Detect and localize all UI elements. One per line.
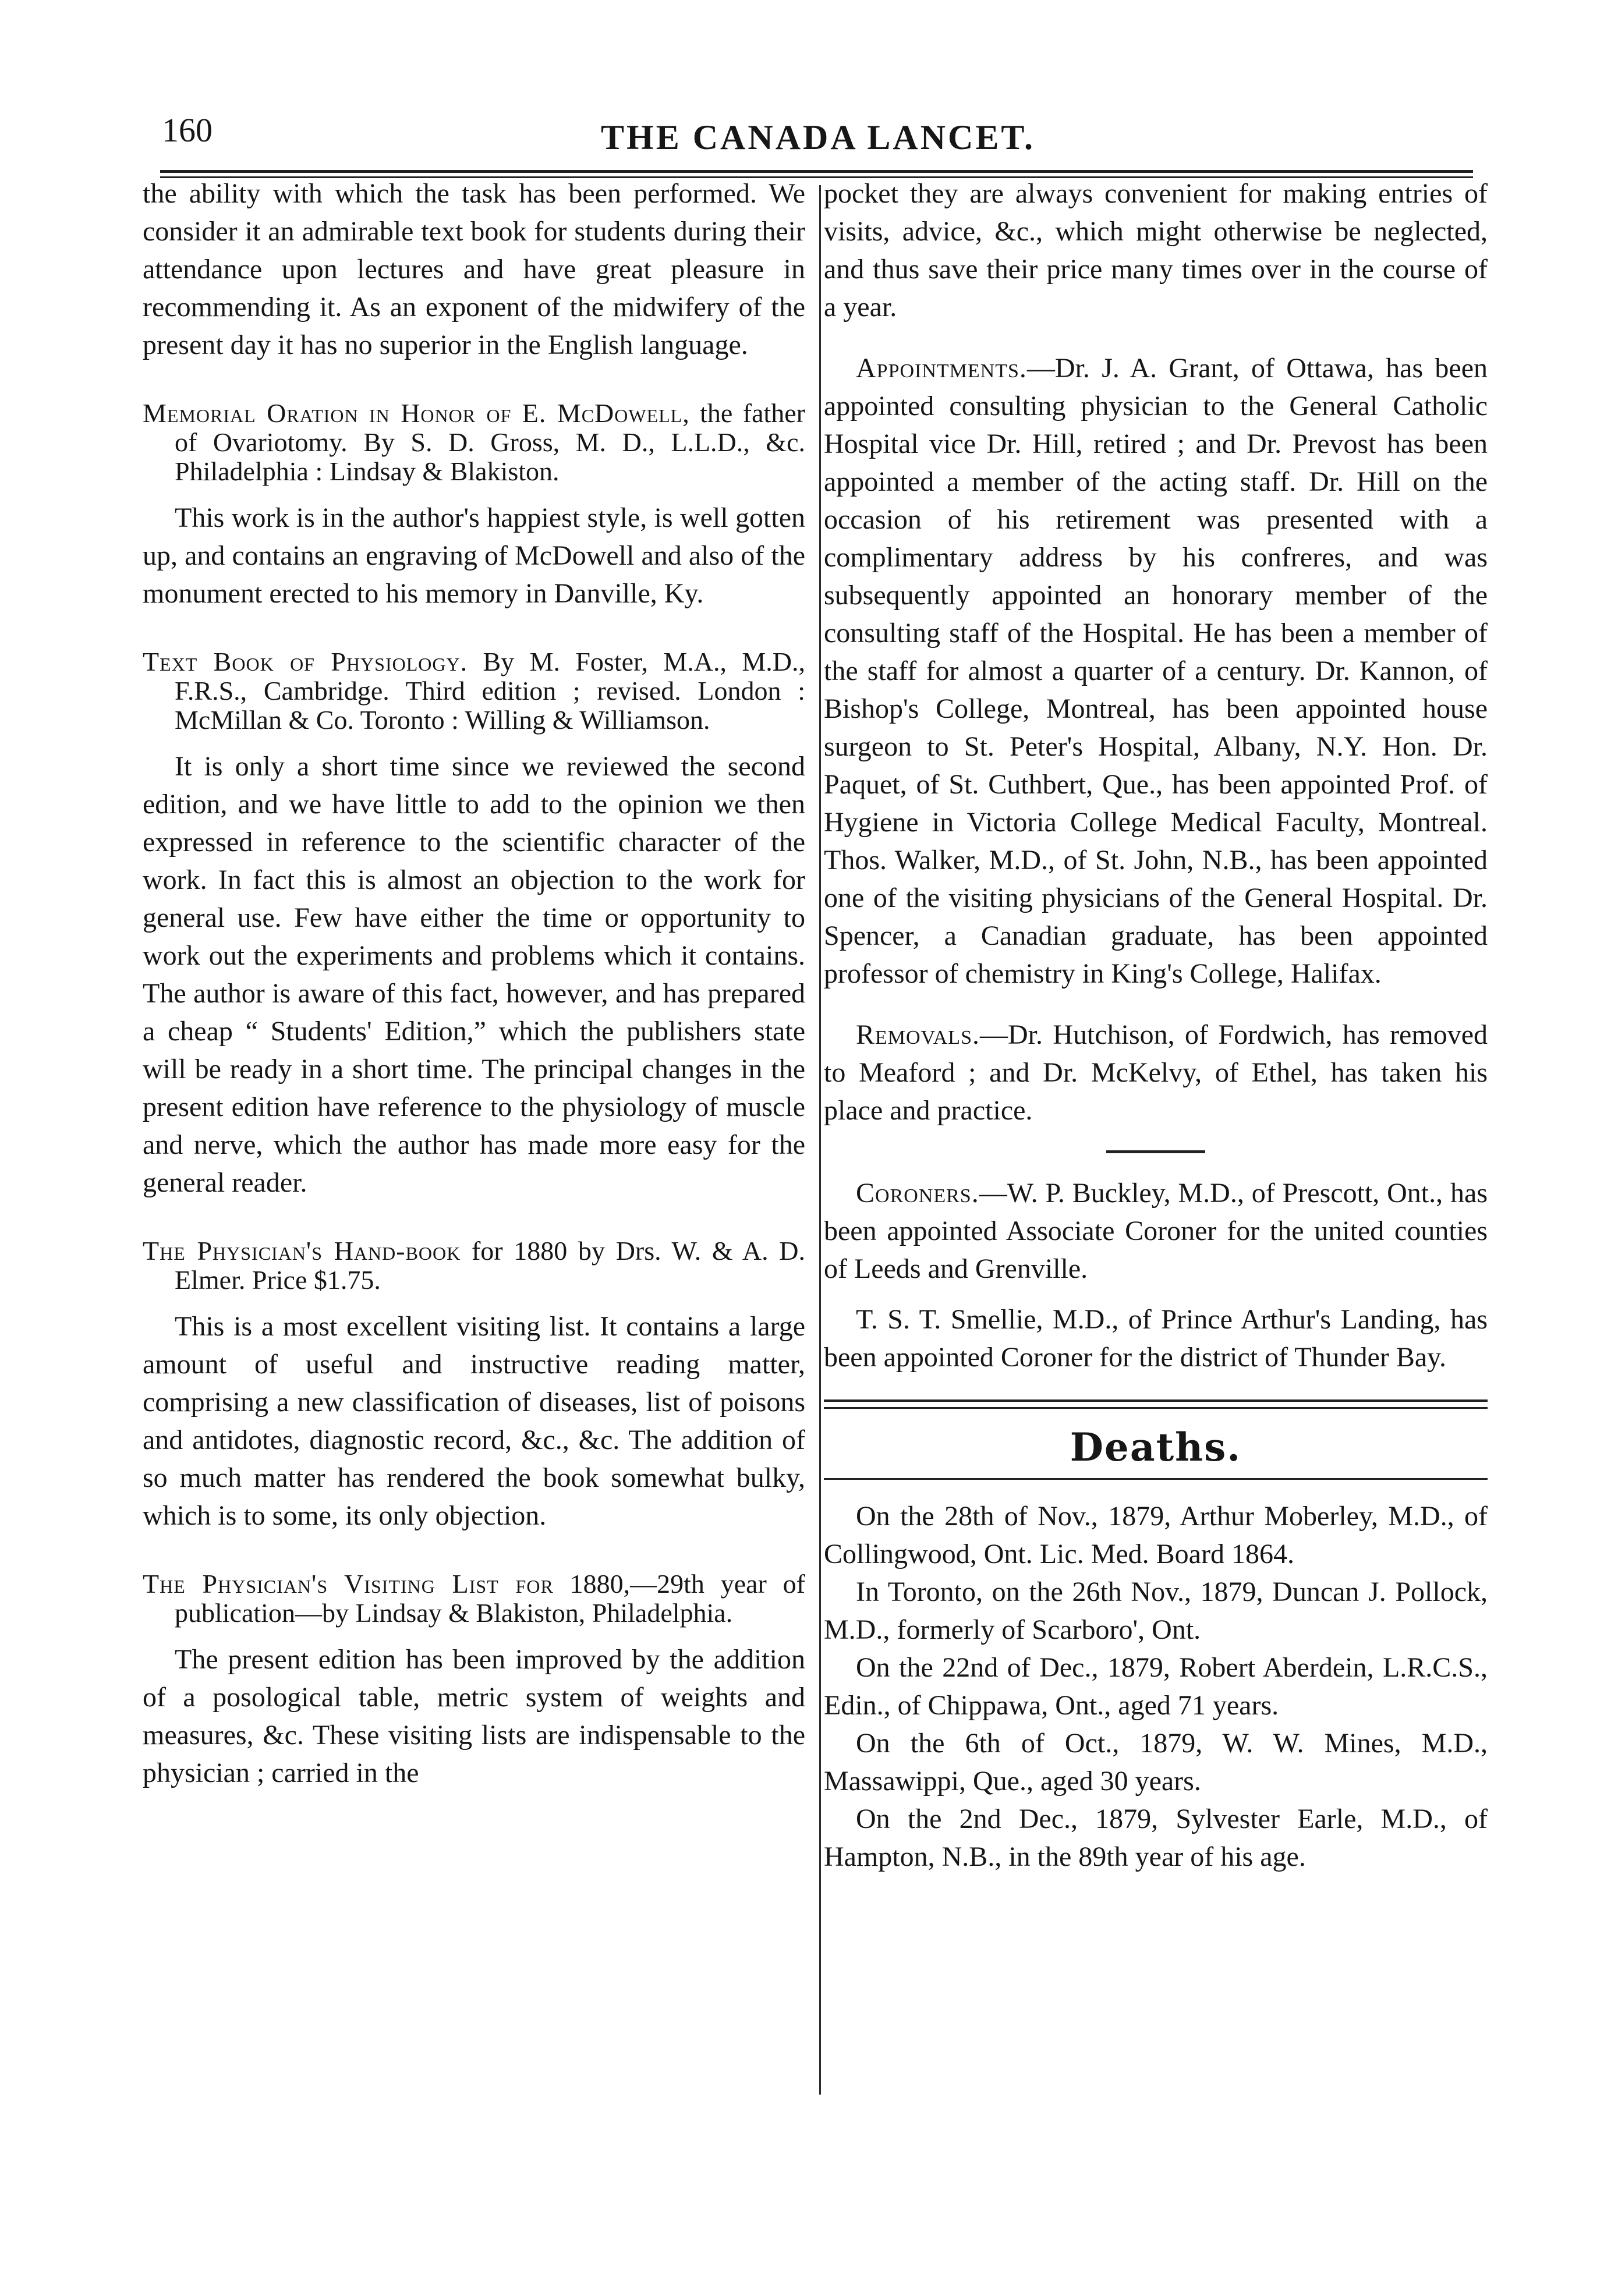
review-citation — [143, 1569, 805, 1628]
header-rule — [160, 170, 1473, 173]
column-divider — [819, 185, 821, 2095]
coroners-heading: Coroners. — [856, 1178, 979, 1209]
appointments-section — [824, 349, 1488, 993]
review-body: The present edition has been improved by the addition of a posological table, metric system of weights and measures, &c. These visiting lists are indispensable to the physician ; carried in the — [143, 1644, 805, 1788]
review-body: This is a most excellent visiting list. It contains a large amount of useful and instructive reading matter, comprising a new classification of diseases, list of poisons and antidotes, diagnostic record, &c., &c. The addition of so much matter has rendered the book somewhat bulky, which is to some, its only objection. — [143, 1311, 805, 1531]
death-notice: In Toronto, on the 26th Nov., 1879, Duncan J. Pollock, M.D., formerly of Scarboro', Ont. — [824, 1576, 1488, 1645]
appointments-text: —Dr. J. A. Grant, of Ottawa, has been appointed consulting physician to the General Catholic Hospital vice Dr. Hill, retired ; and Dr. Prevost has been appointed a member of the acting staff. Dr. Hill on the occasion of his retirement was presented with a complimentary address by his confreres, and was subsequently appointed an honorary member of the consulting staff of the Hospital. He has been a member of the staff for almost a quarter of a century. Dr. Kannon, of Bishop's College, Montreal, has been appointed house surgeon to St. Peter's Hospital, Albany, N.Y. Hon. Dr. Paquet, of St. Cuthbert, Que., has been appointed Prof. of Hygiene in Victoria College Medical Faculty, Montreal. Thos. Walker, M.D., of St. John, N.B., has been appointed one of the visiting physicians of the General Hospital. Dr. Spencer, a Canadian graduate, has been appointed professor of chemistry in King's College, Halifax. — [824, 353, 1488, 989]
continued-review-text: the ability with which the task has been performed. We consider it an admirable text book for students during their attendance upon lectures and have great pleasure in recommending it. As an exponent of the midwifery of the present day it has no superior in the English language. — [143, 178, 805, 360]
review-citation — [143, 647, 805, 735]
review-body: This work is in the author's happiest style, is well gotten up, and contains an engraving of McDowell and also of the monument erected to his memory in Danville, Ky. — [143, 502, 805, 609]
review-title: The Physician's Visiting List for — [143, 1569, 554, 1599]
deaths-rule-secondary — [824, 1407, 1488, 1409]
review-citation-details: the father of Ovariotomy. By S. D. Gross, M. D., L.L.D., &c. Philadelphia : Lindsay & Blakiston. — [175, 398, 805, 486]
left-column — [143, 175, 805, 1792]
coroners-text: —W. P. Buckley, M.D., of Prescott, Ont., has been appointed Associate Coroner for the united counties of Leeds and Grenville. — [824, 1178, 1488, 1284]
page-header — [157, 111, 1479, 163]
review-body: It is only a short time since we reviewed the second edition, and we have little to add to the opinion we then expressed in reference to the scientific character of the work. In fact this is almost an objection to the work for general use. Few have either the time or opportunity to work out the experiments and problems which it contains. The author is aware of this fact, however, and has prepared a cheap “ Students' Edition,” which the publishers state will be ready in a short time. The principal changes in the present edition have reference to the physiology of muscle and nerve, which the author has made more easy for the general reader. — [143, 751, 805, 1198]
deaths-rule — [824, 1399, 1488, 1402]
death-notice: On the 2nd Dec., 1879, Sylvester Earle, M.D., of Hampton, N.B., in the 89th year of his age. — [824, 1804, 1488, 1872]
removals-heading: Removals. — [856, 1019, 980, 1050]
coroners-section — [824, 1174, 1488, 1288]
deaths-heading-rule — [824, 1478, 1488, 1480]
section-divider — [1106, 1150, 1205, 1153]
running-title: THE CANADA LANCET. — [601, 118, 1035, 157]
review-citation-details: 1880,—29th year of publication—by Lindsay & Blakiston, Philadelphia. — [175, 1569, 805, 1628]
review-title: The Physician's Hand-book — [143, 1236, 461, 1266]
continued-review-text: pocket they are always convenient for making entries of visits, advice, &c., which might otherwise be neglected, and thus save their price many times over in the course of a year. — [824, 178, 1488, 323]
review-citation-details: By M. Foster, M.A., M.D., F.R.S., Cambridge. Third edition ; revised. London : McMillan & Co. Toronto : Willing & Williamson. — [175, 647, 806, 735]
death-notice: On the 6th of Oct., 1879, W. W. Mines, M.D., Massawippi, Que., aged 30 years. — [824, 1728, 1488, 1797]
removals-text: —Dr. Hutchison, of Fordwich, has removed to Meaford ; and Dr. McKelvy, of Ethel, has taken his place and practice. — [824, 1019, 1488, 1126]
appointments-heading: Appointments. — [856, 353, 1027, 384]
death-notice: On the 28th of Nov., 1879, Arthur Moberley, M.D., of Collingwood, Ont. Lic. Med. Board 1864. — [824, 1501, 1488, 1569]
deaths-heading: Deaths. — [1070, 1425, 1242, 1470]
review-citation — [143, 399, 805, 486]
removals-section — [824, 1016, 1488, 1129]
right-column — [824, 175, 1488, 1876]
review-title: Text Book of Physiology. — [143, 647, 468, 676]
review-title: Memorial Oration in Honor of E. McDowell, — [143, 398, 690, 428]
review-citation-details: for 1880 by Drs. W. & A. D. Elmer. Price $1.75. — [175, 1236, 806, 1295]
coroner-appointment: T. S. T. Smellie, M.D., of Prince Arthur's Landing, has been appointed Coroner for the district of Thunder Bay. — [824, 1304, 1488, 1373]
death-notice: On the 22nd of Dec., 1879, Robert Aberdein, L.R.C.S., Edin., of Chippawa, Ont., aged 71 years. — [824, 1652, 1488, 1721]
page-number: 160 — [162, 111, 213, 149]
review-citation — [143, 1236, 805, 1295]
